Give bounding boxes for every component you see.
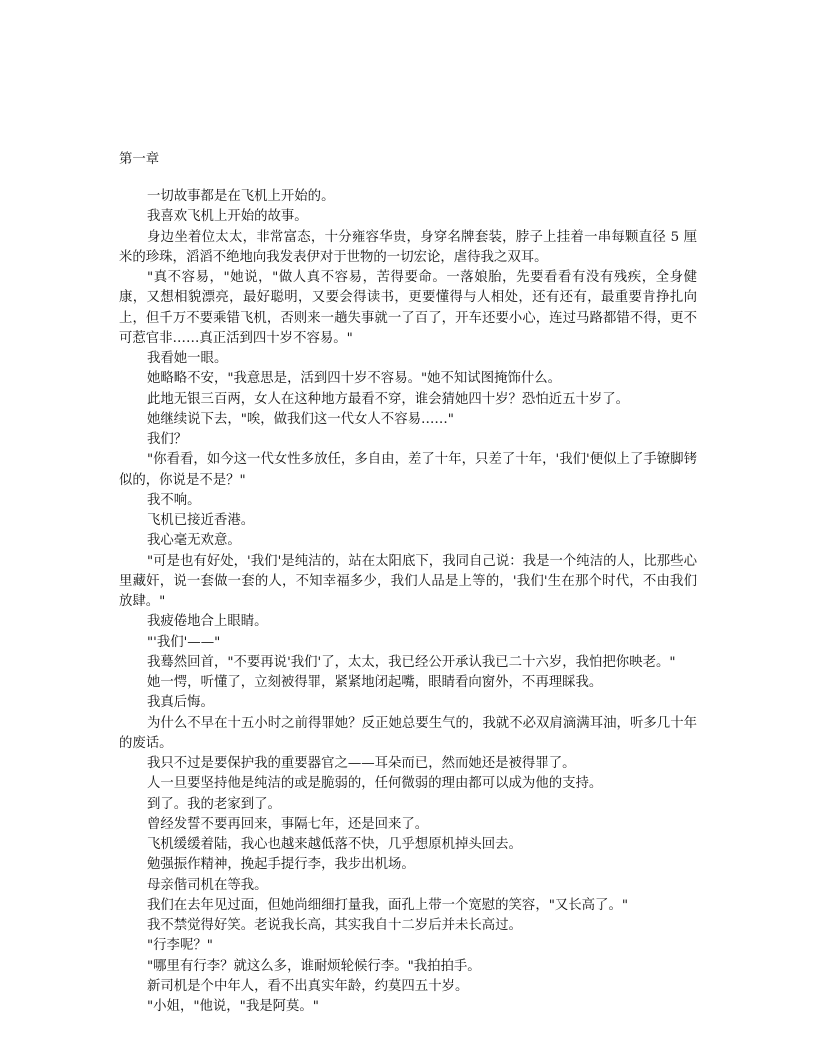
paragraph: "小姐，"他说，"我是阿莫。" <box>147 999 319 1014</box>
paragraph: 我疲倦地合上眼睛。 <box>147 614 268 630</box>
chapter-title: 第一章 <box>119 152 160 167</box>
paragraph: 为什么不早在十五小时之前得罪她？反正她总要生气的，我就不必双肩滴满耳油，听多几十年的废话。 <box>119 715 697 751</box>
chapter-body <box>119 187 697 1017</box>
paragraph: 母亲偕司机在等我。 <box>147 877 268 893</box>
paragraph: 我们？ <box>147 432 188 447</box>
paragraph: 我只不过是要保护我的重要器官之——耳朵而已，然而她还是被得罪了。 <box>147 756 576 771</box>
paragraph: "'我们'——" <box>147 634 221 650</box>
paragraph: 我蓦然回首，"不要再说'我们'了，太太，我已经公开承认我已二十六岁，我怕把你映老。" <box>147 654 676 670</box>
paragraph: 她略略不安，"我意思是，活到四十岁不容易。"她不知试图掩饰什么。 <box>147 371 562 387</box>
paragraph: "可是也有好处，'我们'是纯洁的，站在太阳底下，我同自己说：我是一个纯洁的人，比那些心里藏奸，说一套做一套的人，不知幸福多少，我们人品是上等的，'我们'生在那个时代，不由我们放肆。" <box>119 553 697 609</box>
paragraph: 此地无银三百两，女人在这种地方最看不穿，谁会猜她四十岁？恐怕近五十岁了。 <box>147 391 630 407</box>
paragraph: 我们在去年见过面，但她尚细细打量我，面孔上带一个宽慰的笑容，"又长高了。" <box>147 897 628 913</box>
paragraph: 飞机缓缓着陆，我心也越来越低落不快，几乎想原机掉头回去。 <box>147 837 522 852</box>
paragraph: 人一旦要坚持他是纯洁的或是脆弱的，任何微弱的理由都可以成为他的支持。 <box>147 776 603 792</box>
paragraph: 我心毫无欢意。 <box>147 533 241 549</box>
paragraph: "哪里有行李？就这么多，谁耐烦轮候行李。"我拍拍手。 <box>147 958 481 974</box>
paragraph: 勉强振作精神，挽起手提行李，我步出机场。 <box>147 857 415 873</box>
paragraph: 我不响。 <box>147 492 201 508</box>
paragraph: 我喜欢飞机上开始的故事。 <box>147 209 308 225</box>
paragraph: 我真后悔。 <box>147 695 214 711</box>
paragraph: 她一愕，听懂了，立刻被得罪，紧紧地闭起嘴，眼睛看向窗外，不再理睬我。 <box>147 675 603 690</box>
paragraph: 飞机已接近香港。 <box>147 513 255 528</box>
paragraph: 曾经发誓不要再回来，事隔七年，还是回来了。 <box>147 816 429 832</box>
paragraph: 到了。我的老家到了。 <box>147 796 281 812</box>
paragraph: 我看她一眼。 <box>147 351 228 366</box>
paragraph: "你看看，如今这一代女性多放任，多自由，差了十年，只差了十年，'我们'便似上了手镣脚铐似的，你说是不是？" <box>119 452 697 488</box>
paragraph: "行李呢？" <box>147 938 213 954</box>
paragraph: 一切故事都是在飞机上开始的。 <box>147 189 335 204</box>
paragraph: "真不容易，"她说，"做人真不容易，苦得要命。一落娘胎，先要看看有没有残疾，全身健康，又想相貌漂亮，最好聪明，又要会得读书，更要懂得与人相处，还有还有，最重要肯挣扎向上，但千万不要乘错飞机，否则来一趟失事就一了百了，开车还要小心，连过马路都错不得，更不可惹官非……真正活到四十岁不容易。" <box>119 270 697 346</box>
paragraph: 我不禁觉得好笑。老说我长高，其实我自十二岁后并未长高过。 <box>147 918 522 933</box>
paragraph: 身边坐着位太太，非常富态，十分雍容华贵，身穿名牌套装，脖子上挂着一串每颗直径 5 厘米的珍珠，滔滔不绝地向我发表伊对于世物的一切宏论，虐待我之双耳。 <box>119 229 697 265</box>
paragraph: 她继续说下去，"唉，做我们这一代女人不容易……" <box>147 411 454 427</box>
paragraph: 新司机是个中年人，看不出真实年龄，约莫四五十岁。 <box>147 978 469 994</box>
